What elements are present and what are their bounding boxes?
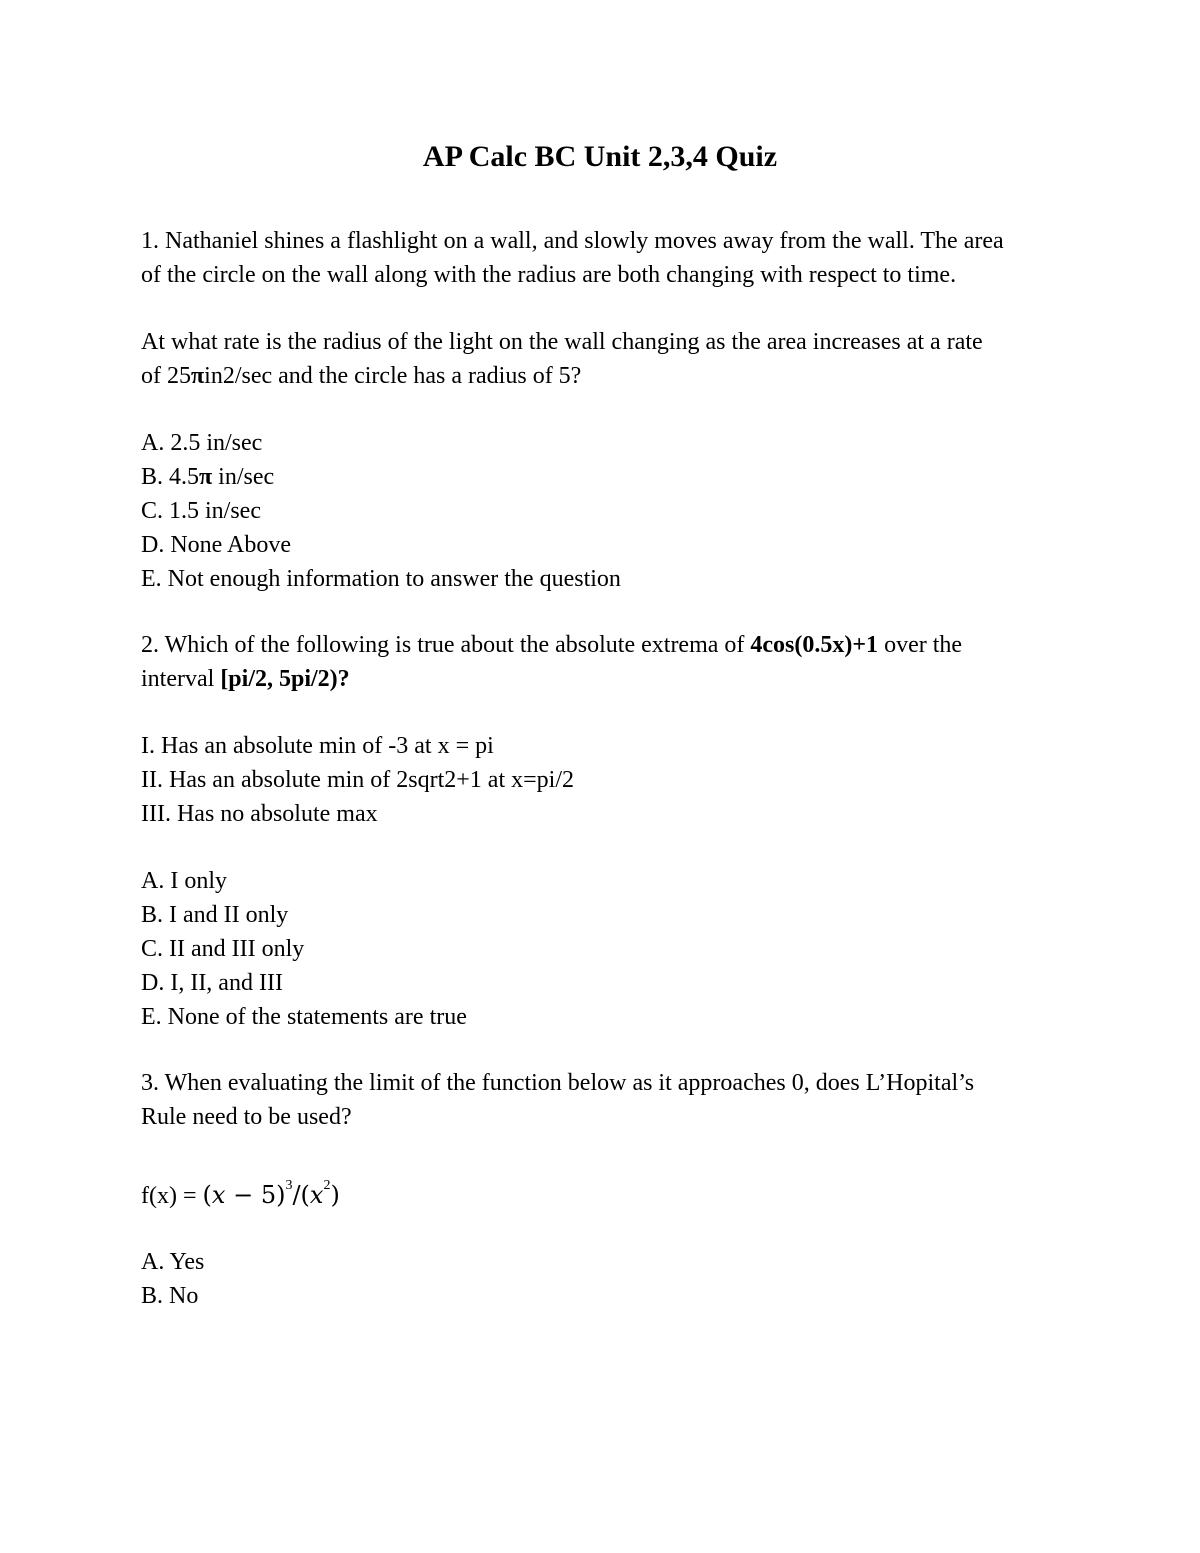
pi-symbol: π <box>191 363 205 389</box>
question-2-line-1: 2. Which of the following is true about the absolute extrema of 4cos(0.5x)+1 over the <box>141 632 963 658</box>
question-3 <box>141 1066 1071 1134</box>
question-1 <box>141 224 1071 292</box>
option-2e: E. None of the statements are true <box>141 1004 467 1030</box>
question-1-prompt <box>141 325 1071 393</box>
question-1-line-1: 1. Nathaniel shines a flashlight on a wall, and slowly moves away from the wall. The area <box>141 228 1004 254</box>
option-2d: D. I, II, and III <box>141 970 283 996</box>
statement-ii: II. Has an absolute min of 2sqrt2+1 at x=pi/2 <box>141 767 574 793</box>
question-3-line-1: 3. When evaluating the limit of the function below as it approaches 0, does L’Hopital’s <box>141 1070 975 1096</box>
question-2 <box>141 628 1071 696</box>
statement-i: I. Has an absolute min of -3 at x = pi <box>141 733 494 759</box>
pi-symbol: π <box>199 464 213 490</box>
option-1a: A. 2.5 in/sec <box>141 430 263 456</box>
option-1b: B. 4.5π in/sec <box>141 464 275 490</box>
question-1-options <box>141 426 1071 596</box>
option-3a: A. Yes <box>141 1249 205 1275</box>
question-3-options <box>141 1245 1071 1313</box>
option-3b: B. No <box>141 1283 199 1309</box>
question-3-line-2: Rule need to be used? <box>141 1104 352 1130</box>
question-2-line-2: interval [pi/2, 5pi/2)? <box>141 666 350 692</box>
question-1-line-2: of the circle on the wall along with the radius are both changing with respect to time. <box>141 262 957 288</box>
statement-iii: III. Has no absolute max <box>141 801 378 827</box>
question-1-line-3: At what rate is the radius of the light on the wall changing as the area increases at a rate <box>141 329 983 355</box>
option-1d: D. None Above <box>141 532 291 558</box>
question-2-options <box>141 864 1071 1034</box>
option-2c: C. II and III only <box>141 936 305 962</box>
option-1c: C. 1.5 in/sec <box>141 498 261 524</box>
option-2a: A. I only <box>141 868 227 894</box>
function-formula: $f(x) = (x - 5)^3/(x^2)$ <box>141 1178 340 1209</box>
question-1-line-4: of 25πin2/sec and the circle has a radius of 5? <box>141 363 582 389</box>
option-2b: B. I and II only <box>141 902 289 928</box>
quiz-title: AP Calc BC Unit 2,3,4 Quiz <box>422 140 778 173</box>
option-1e: E. Not enough information to answer the question <box>141 566 621 592</box>
question-2-statements <box>141 729 1071 831</box>
